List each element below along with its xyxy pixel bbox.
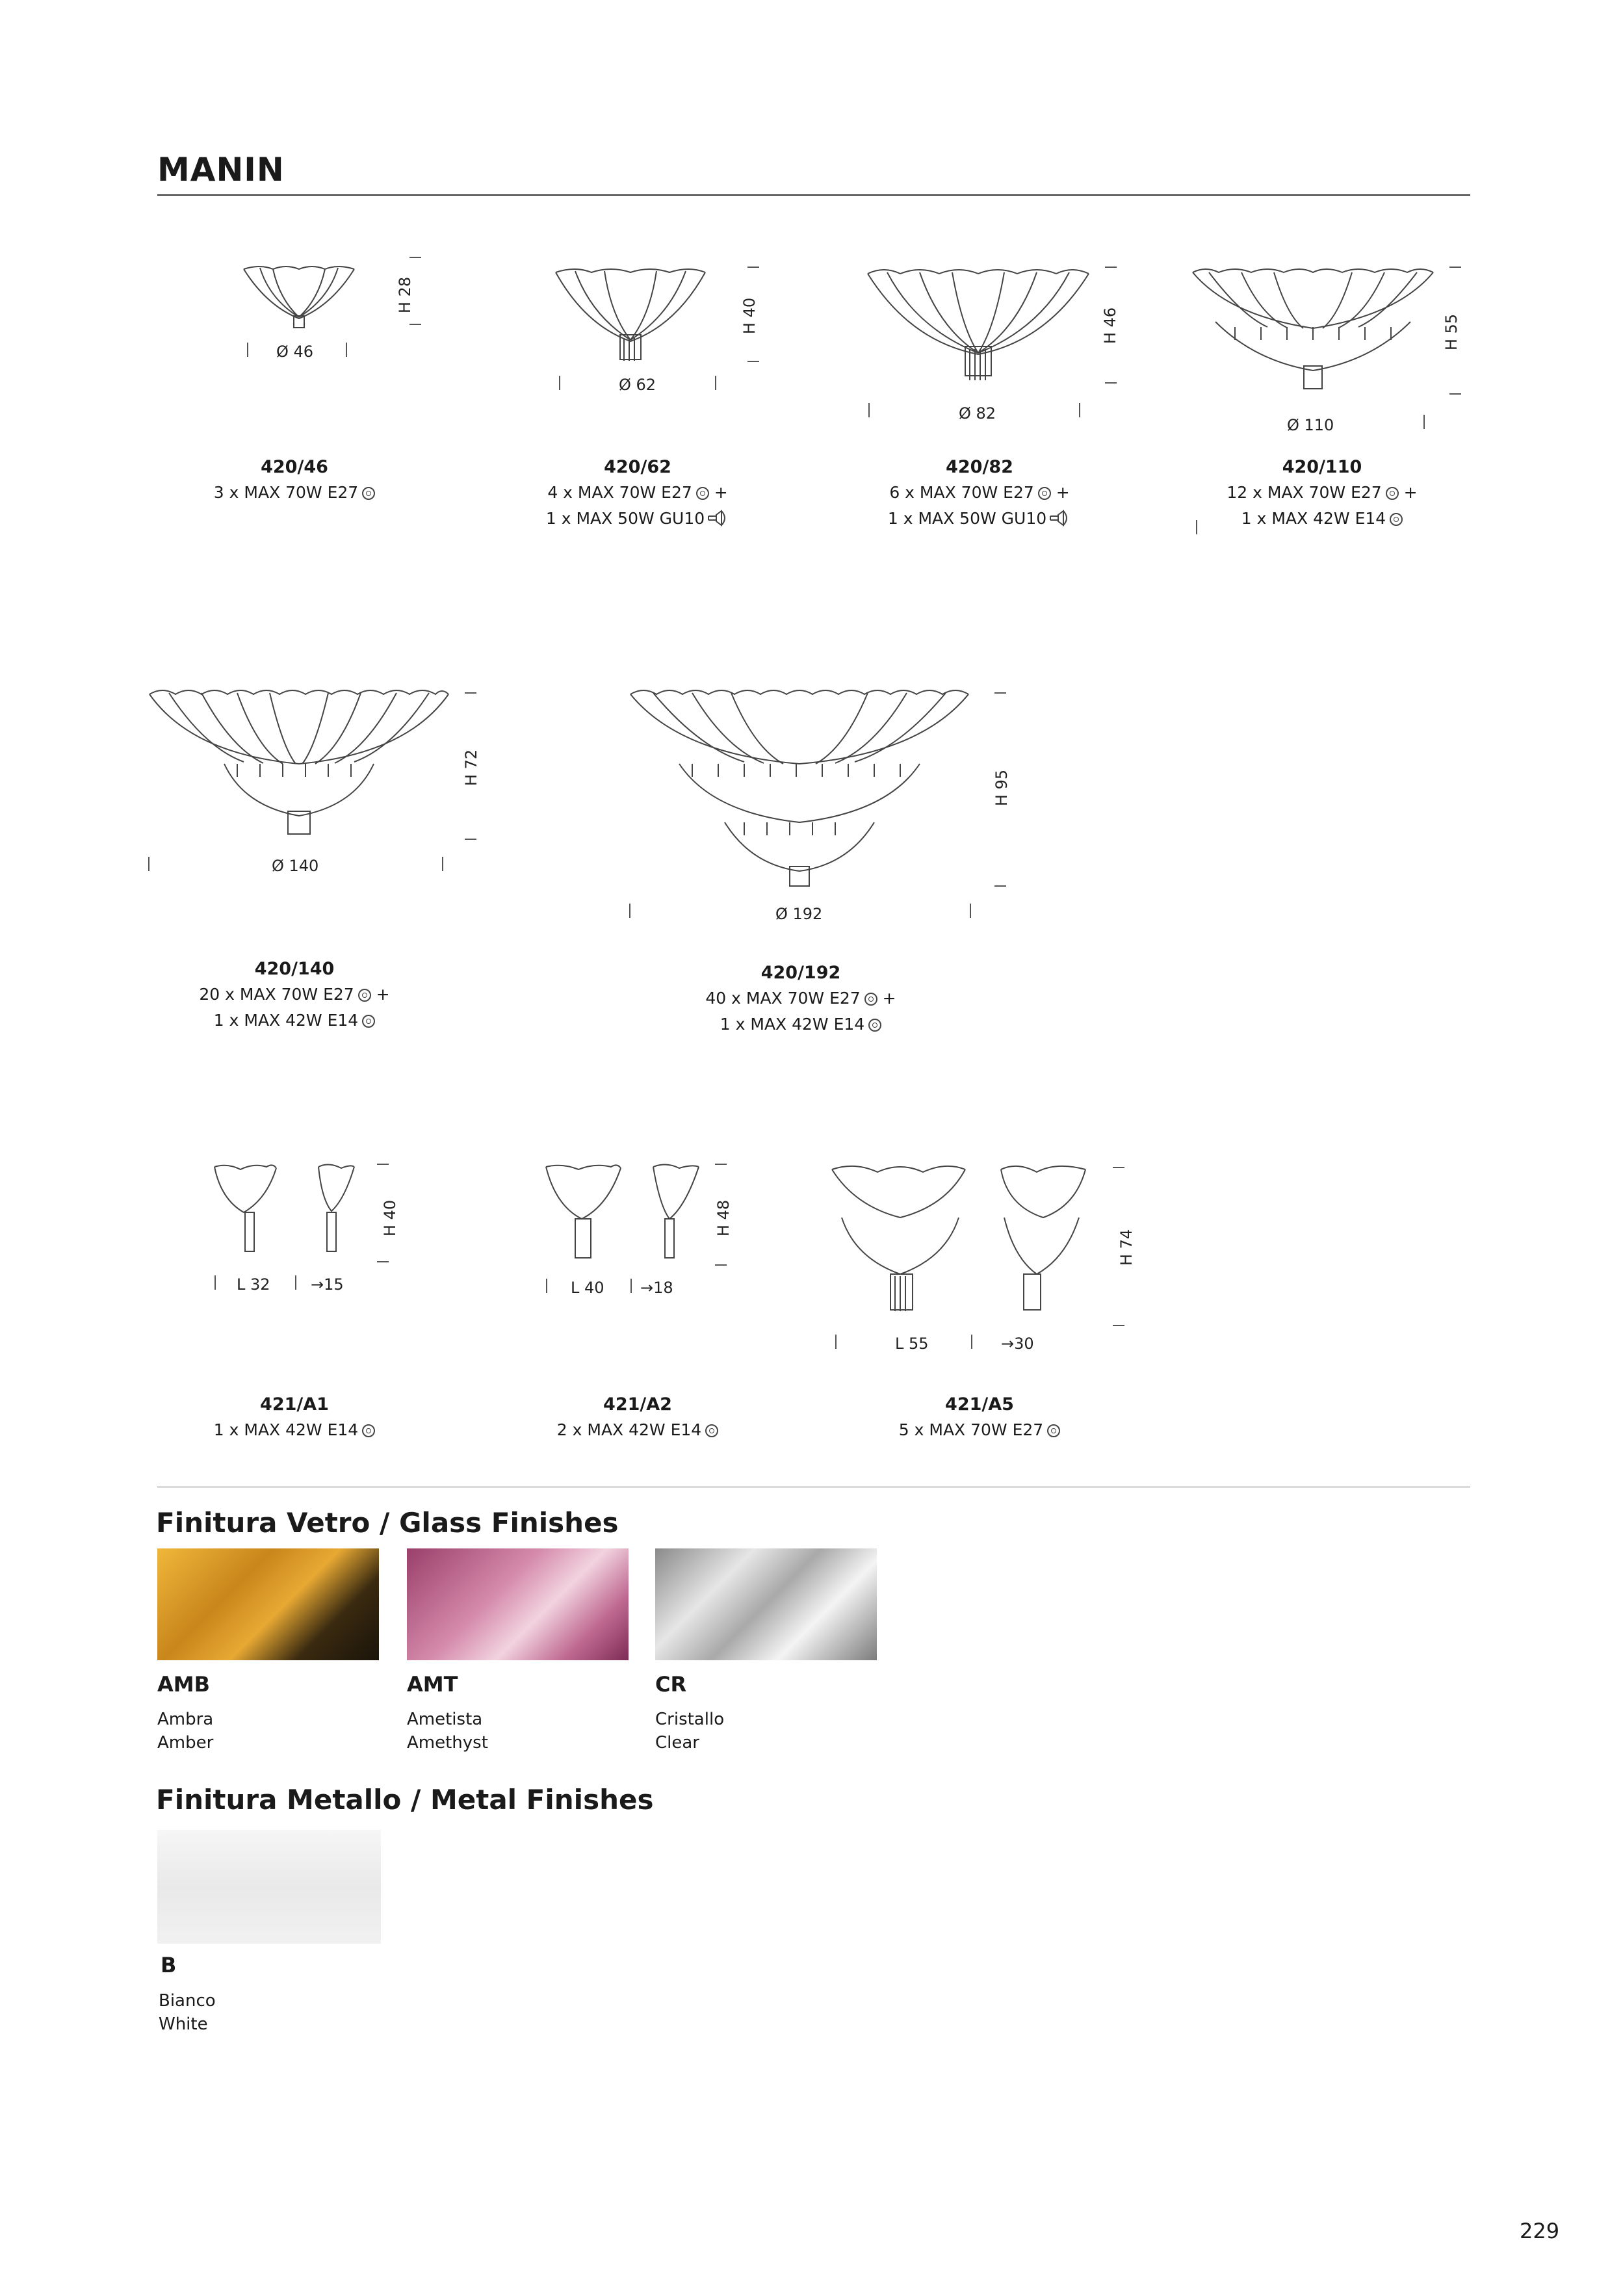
- tick: [409, 324, 421, 325]
- finish-code: CR: [655, 1672, 687, 1697]
- finish-name: Bianco White: [159, 1991, 216, 2034]
- dim-projection: →18: [640, 1279, 673, 1297]
- tick: [971, 1335, 972, 1349]
- glass-finishes-title: Finitura Vetro / Glass Finishes: [156, 1507, 619, 1539]
- dim-projection: →15: [311, 1275, 344, 1294]
- product-caption: [164, 1392, 424, 1443]
- tick: [1423, 415, 1425, 429]
- dim-diameter: Ø 192: [775, 905, 823, 923]
- drawing-420-46: [240, 260, 357, 332]
- spotlight-icon: [707, 508, 729, 528]
- tick: [346, 343, 347, 357]
- tick: [247, 343, 248, 357]
- dim-height: H 48: [714, 1199, 733, 1237]
- swatch-clear: [655, 1548, 877, 1660]
- product-caption: [1192, 455, 1452, 532]
- bulb-icon: [705, 1424, 718, 1437]
- product-caption: [164, 455, 424, 506]
- product-code: 421/A1: [260, 1394, 329, 1415]
- tick: [1079, 403, 1080, 417]
- finish-name: Ametista Amethyst: [407, 1710, 488, 1753]
- bulb-icon: [864, 993, 877, 1006]
- tick: [1113, 1167, 1124, 1168]
- tick: [994, 885, 1006, 887]
- metal-finishes-title: Finitura Metallo / Metal Finishes: [156, 1784, 654, 1816]
- product-code: 420/192: [760, 963, 841, 983]
- page-title: MANIN: [157, 151, 285, 189]
- tick: [465, 839, 476, 840]
- bulb-icon: [1386, 487, 1399, 500]
- product-caption: [164, 957, 424, 1034]
- finish-name: Ambra Amber: [157, 1710, 214, 1753]
- tick: [295, 1275, 296, 1290]
- dim-projection: →30: [1001, 1335, 1034, 1353]
- spec-line: 6 x MAX 70W E27 +: [889, 483, 1070, 502]
- bulb-icon: [358, 989, 371, 1002]
- spec-line: 3 x MAX 70W E27: [164, 480, 424, 506]
- bulb-icon: [868, 1019, 881, 1032]
- spec-line: 4 x MAX 70W E27 +: [547, 483, 728, 502]
- tick: [214, 1275, 216, 1290]
- tick: [377, 1261, 389, 1262]
- bulb-icon: [362, 1015, 375, 1028]
- tick: [1105, 382, 1117, 384]
- title-rule: [157, 194, 1470, 196]
- tick: [868, 403, 870, 417]
- tick: [994, 692, 1006, 694]
- tick: [148, 857, 149, 871]
- spec-line: 1 x MAX 42W E14: [1192, 506, 1452, 532]
- bulb-icon: [1038, 487, 1051, 500]
- dim-height: H 40: [740, 297, 759, 335]
- spec-line: 40 x MAX 70W E27 +: [705, 989, 896, 1008]
- product-caption: [850, 455, 1110, 532]
- finish-code: AMB: [157, 1672, 210, 1697]
- drawing-421-A1: [211, 1160, 361, 1264]
- finish-code: AMT: [407, 1672, 458, 1697]
- dim-height: H 40: [381, 1199, 400, 1237]
- tick: [559, 376, 560, 390]
- tick: [546, 1279, 547, 1293]
- dim-diameter: Ø 46: [276, 343, 314, 361]
- drawing-421-A5: [829, 1160, 1102, 1323]
- tick: [715, 376, 716, 390]
- drawing-420-110: [1189, 263, 1436, 400]
- bulb-icon: [696, 487, 709, 500]
- swatch-amber: [157, 1548, 379, 1660]
- dim-height: H 72: [462, 749, 481, 787]
- tick: [1105, 267, 1117, 268]
- spec-line: 1 x MAX 50W GU10: [850, 506, 1110, 532]
- dim-height: H 46: [1101, 307, 1120, 345]
- drawing-420-62: [552, 263, 708, 367]
- product-code: 420/110: [1282, 457, 1362, 477]
- spec-line: 1 x MAX 42W E14: [671, 1011, 931, 1037]
- dim-length: L 32: [237, 1275, 270, 1294]
- dim-diameter: Ø 110: [1287, 416, 1334, 434]
- dim-diameter: Ø 140: [272, 857, 319, 875]
- tick: [629, 904, 630, 918]
- product-code: 420/46: [261, 457, 328, 477]
- spec-line: 20 x MAX 70W E27 +: [199, 985, 390, 1004]
- tick: [409, 257, 421, 258]
- tick: [465, 692, 476, 694]
- spotlight-icon: [1049, 508, 1071, 528]
- product-code: 421/A5: [945, 1394, 1014, 1415]
- dim-height: H 55: [1442, 313, 1461, 351]
- finish-name: Cristallo Clear: [655, 1710, 725, 1753]
- spec-line: 1 x MAX 50W GU10: [508, 506, 768, 532]
- finish-code: B: [161, 1953, 177, 1977]
- dim-height: H 28: [396, 276, 415, 314]
- bulb-icon: [1390, 513, 1403, 526]
- dim-length: L 40: [571, 1279, 604, 1297]
- product-caption: [850, 1392, 1110, 1443]
- product-code: 421/A2: [603, 1394, 672, 1415]
- swatch-white: [157, 1830, 381, 1944]
- drawing-420-82: [864, 263, 1092, 387]
- product-code: 420/140: [254, 959, 335, 979]
- product-caption: [508, 455, 768, 532]
- tick: [715, 1164, 727, 1165]
- tick: [1449, 267, 1461, 268]
- product-caption: [671, 961, 931, 1037]
- product-code: 420/62: [604, 457, 671, 477]
- tick: [630, 1279, 632, 1293]
- drawing-420-192: [627, 683, 972, 891]
- bulb-icon: [362, 1424, 375, 1437]
- drawing-420-140: [146, 683, 452, 839]
- drawing-421-A2: [543, 1160, 705, 1271]
- dim-length: L 55: [895, 1335, 929, 1353]
- dim-height: H 95: [993, 769, 1011, 807]
- tick: [1113, 1325, 1124, 1326]
- spec-line: 1 x MAX 42W E14: [164, 1008, 424, 1034]
- tick: [442, 857, 443, 871]
- tick: [747, 267, 759, 268]
- tick: [747, 361, 759, 362]
- bulb-icon: [362, 487, 375, 500]
- spec-line: 5 x MAX 70W E27: [850, 1417, 1110, 1443]
- tick: [715, 1264, 727, 1266]
- dim-diameter: Ø 62: [619, 376, 656, 394]
- tick: [970, 904, 971, 918]
- page-number: 229: [1520, 2219, 1560, 2243]
- swatch-amethyst: [407, 1548, 629, 1660]
- tick: [835, 1335, 837, 1349]
- spec-line: 1 x MAX 42W E14: [164, 1417, 424, 1443]
- tick: [1449, 393, 1461, 395]
- bulb-icon: [1047, 1424, 1060, 1437]
- spec-line: 2 x MAX 42W E14: [508, 1417, 768, 1443]
- dim-height: H 74: [1117, 1229, 1136, 1266]
- dim-diameter: Ø 82: [959, 404, 996, 423]
- product-caption: [508, 1392, 768, 1443]
- tick: [377, 1164, 389, 1165]
- product-code: 420/82: [946, 457, 1013, 477]
- spec-line: 12 x MAX 70W E27 +: [1227, 483, 1418, 502]
